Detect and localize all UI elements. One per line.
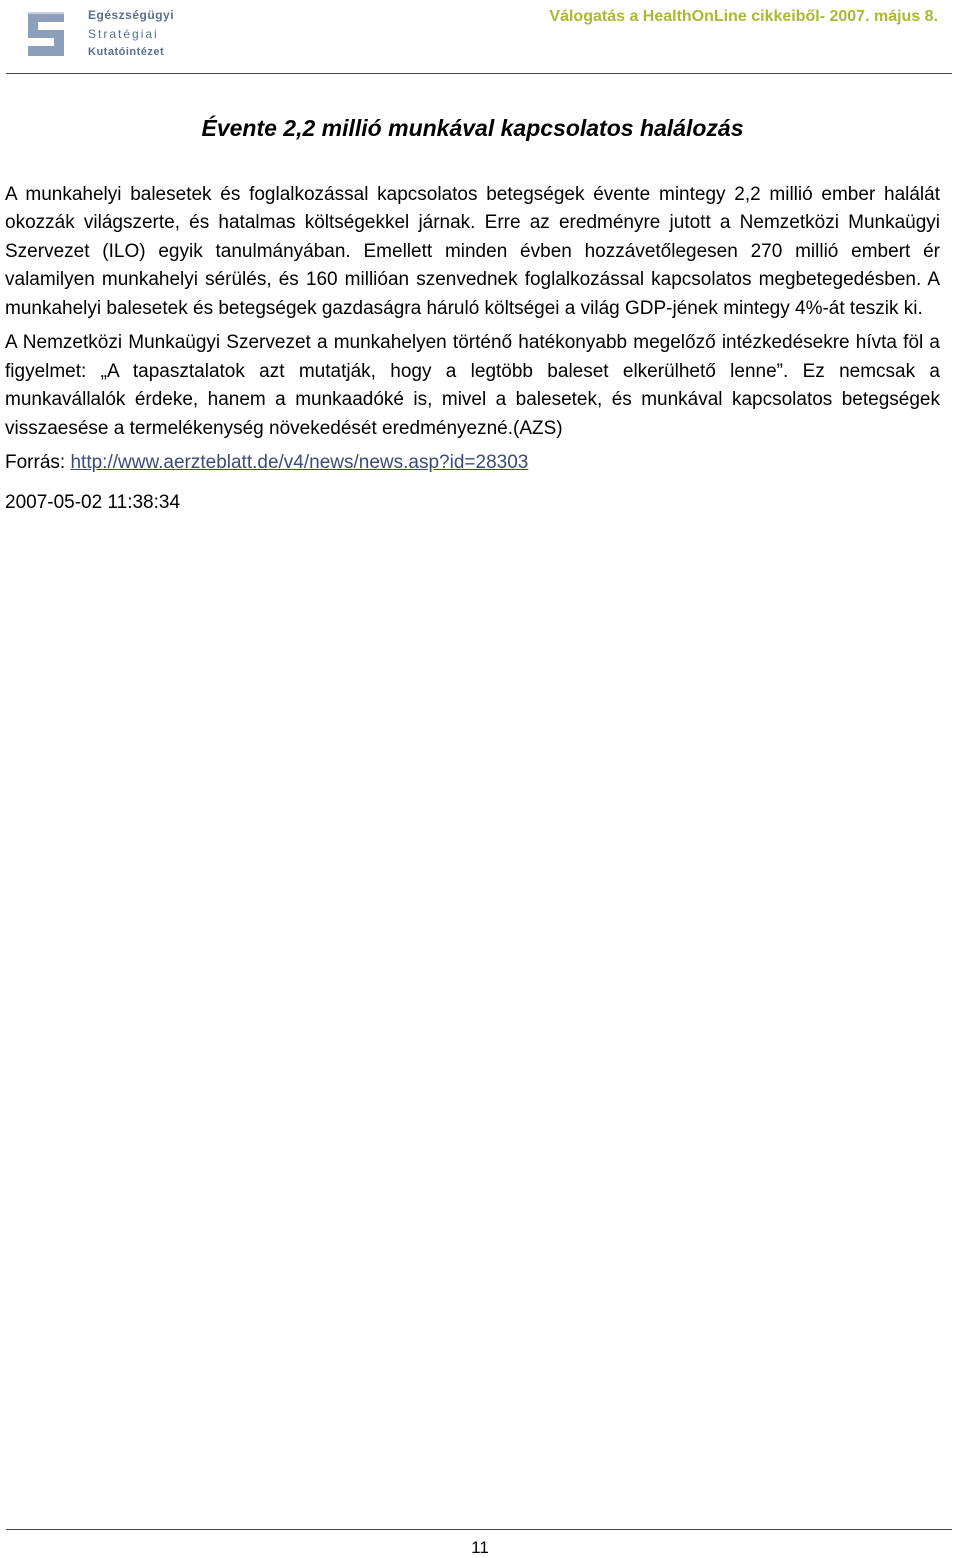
source-line xyxy=(5,449,940,477)
logo-text-line-3: Kutatóintézet xyxy=(88,46,165,58)
logo-text-line-1: Egészségügyi xyxy=(88,8,175,22)
logo-icon xyxy=(24,4,84,64)
article-paragraph-2: A Nemzetközi Munkaügyi Szervezet a munkahelyen történő hatékonyabb megelőző intézkedésekre hívta föl a figyelmet: „A tapasztalatok azt mutatják, hogy a legtöbb baleset elkerülhető lenne”. Ez nemcsak a munkavállalók érdeke, hanem a munkaadóké is, mivel a balesetek, és munkával kapcsolatos betegségek visszaesése a termelékenység növekedését eredményezné.(AZS) xyxy=(5,332,940,439)
header-divider xyxy=(6,73,952,74)
page-header xyxy=(0,0,960,76)
logo-text-line-2: Stratégiai xyxy=(88,27,159,41)
footer-divider xyxy=(6,1529,952,1530)
header-title: Válogatás a HealthOnLine cikkeiből- 2007. május 8. xyxy=(549,8,938,25)
article-title: Évente 2,2 millió munkával kapcsolatos halálozás xyxy=(201,115,744,141)
article xyxy=(5,115,940,517)
logo xyxy=(24,4,175,64)
source-link[interactable]: http://www.aerzteblatt.de/v4/news/news.asp?id=28303 xyxy=(70,452,529,474)
article-paragraph-1: A munkahelyi balesetek és foglalkozással kapcsolatos betegségek évente mintegy 2,2 millió ember halálát okozzák világszerte, és hatalmas költségekkel járnak. Erre az eredményre jutott a Nemzetközi Munkaügyi Szervezet (ILO) egyik tanulmányában. Emellett minden évben hozzávetőlegesen 270 millió embert ér valamilyen munkahelyi sérülés, és 160 millióan szenvednek foglalkozással kapcsolatos megbetegedésben. A munkahelyi balesetek és betegségek gazdaságra háruló költségei a világ GDP-jének mintegy 4%-át teszik ki. xyxy=(5,183,940,319)
source-label: Forrás: xyxy=(5,452,66,474)
page-number: 11 xyxy=(471,1538,489,1557)
timestamp: 2007-05-02 11:38:34 xyxy=(5,492,181,514)
